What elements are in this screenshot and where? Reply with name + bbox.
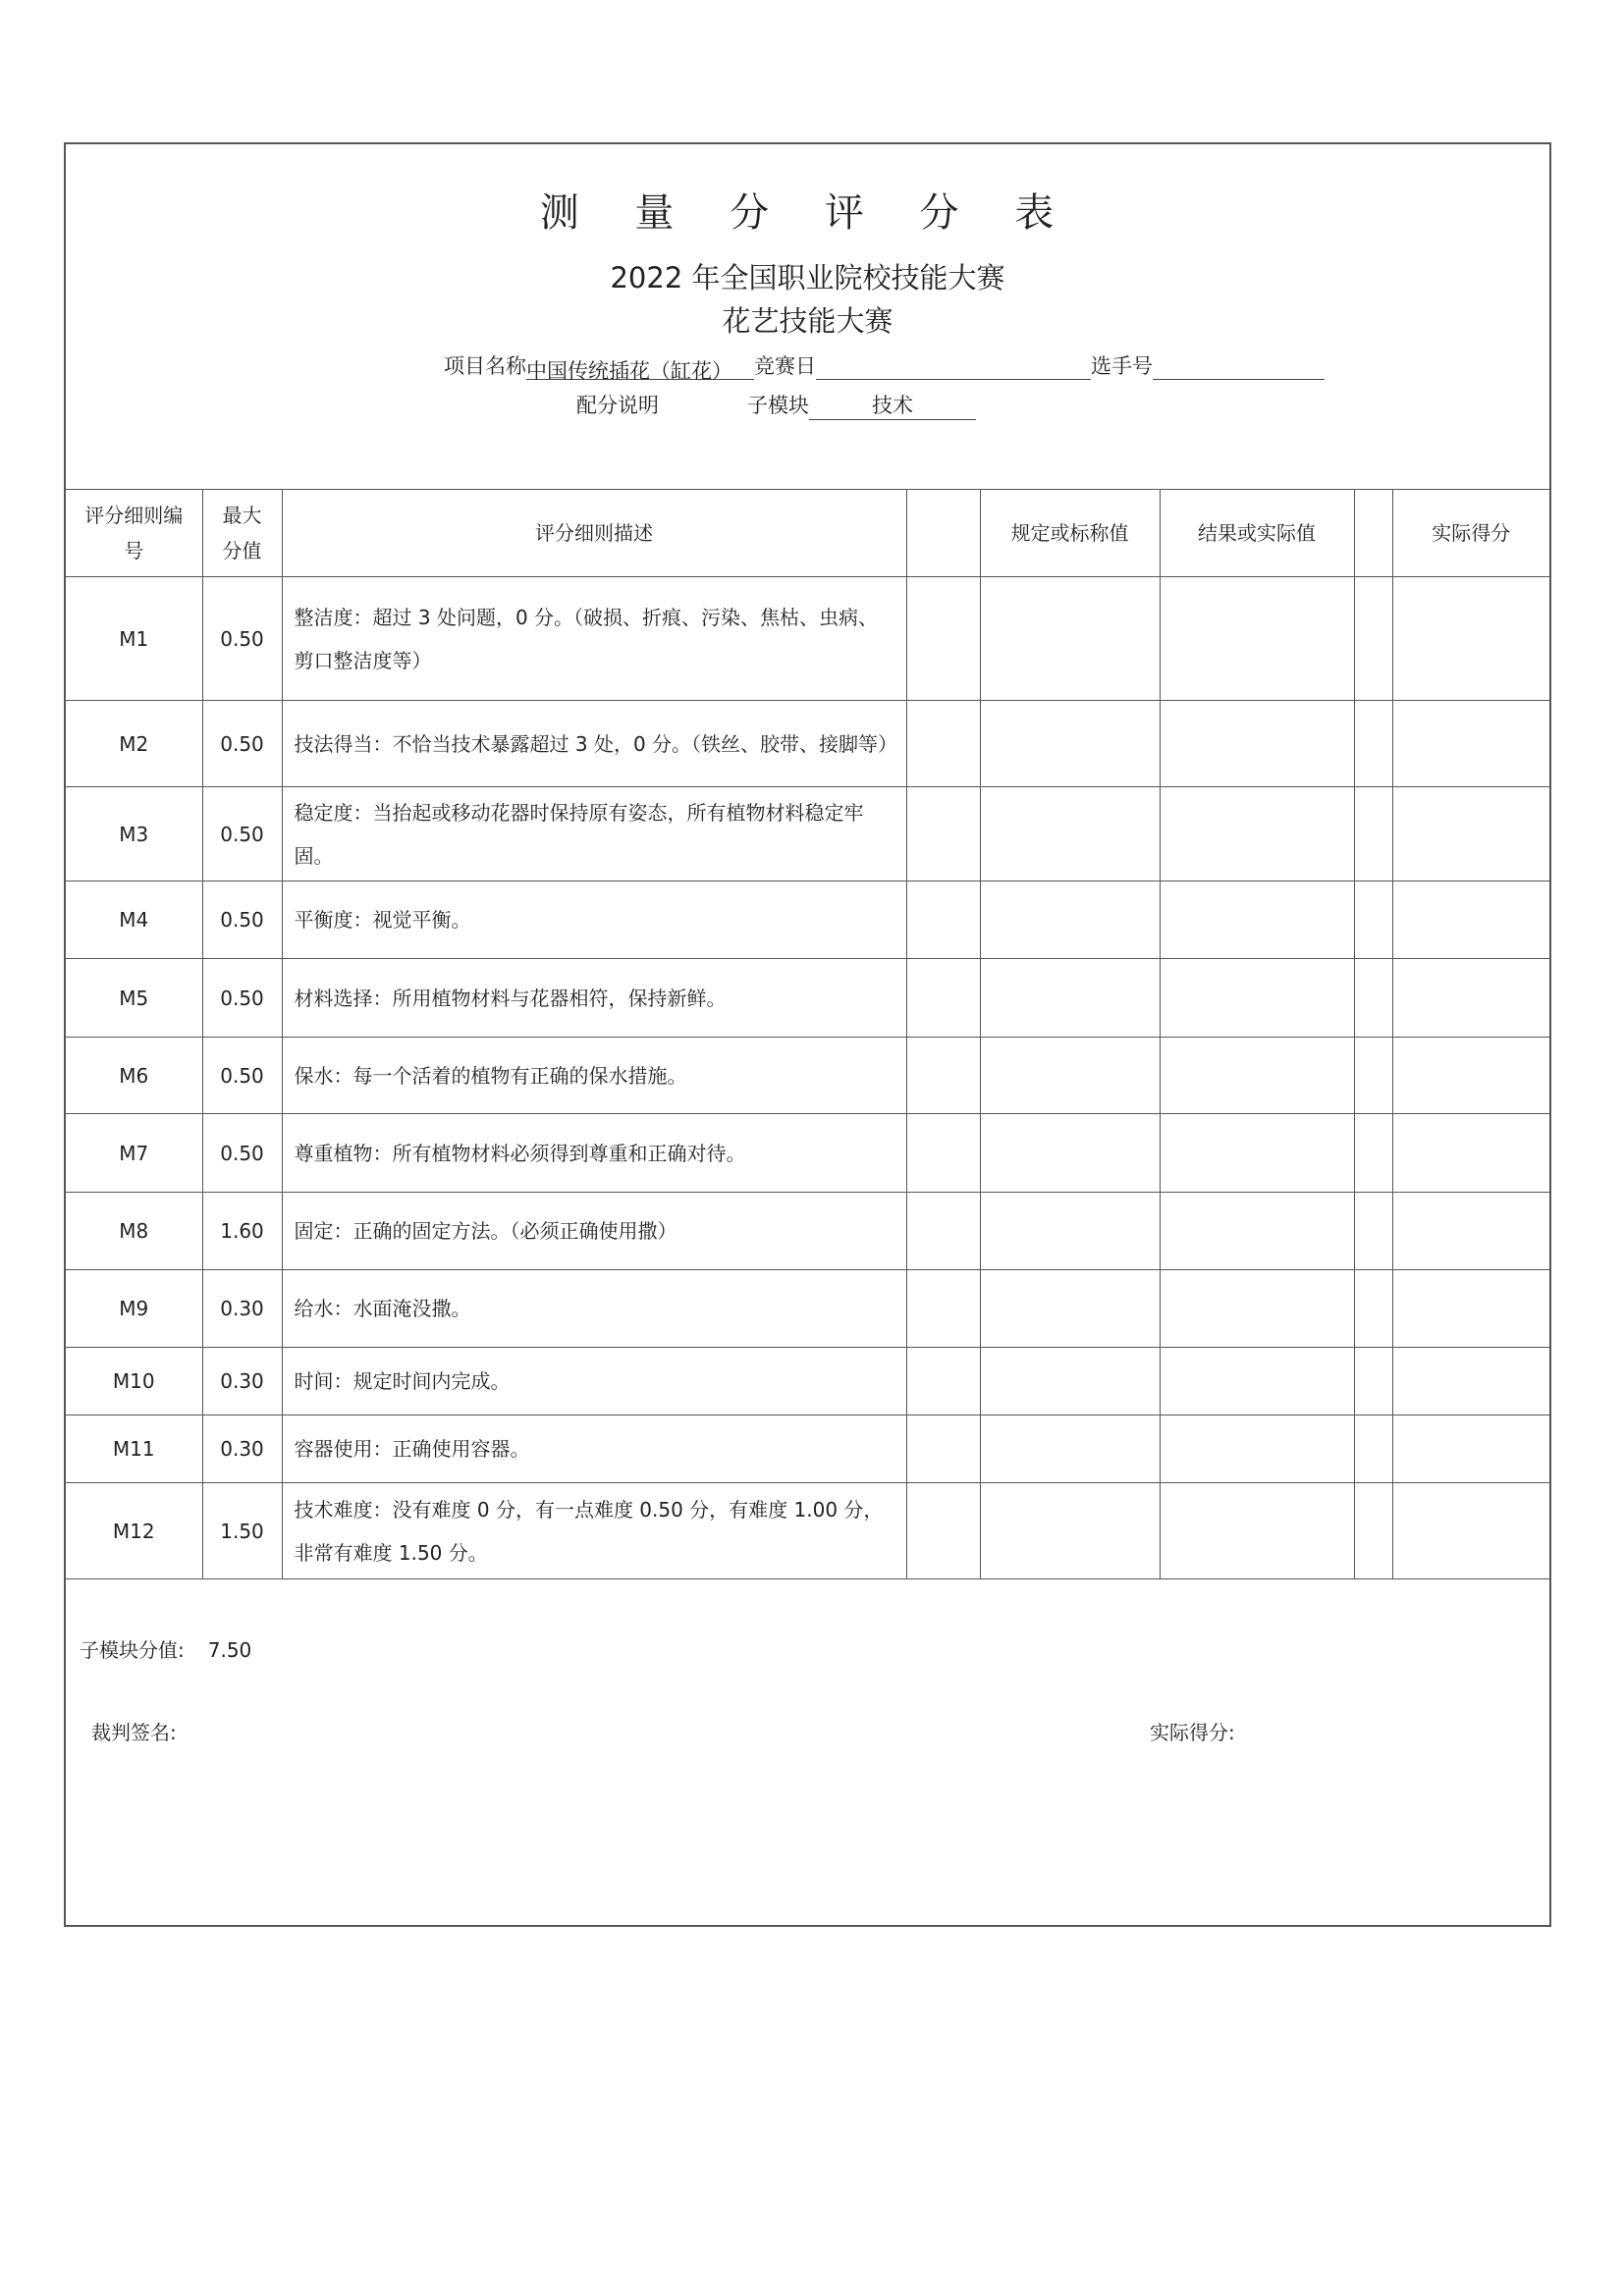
row-id: M9 (66, 1270, 202, 1348)
row-nominal[interactable] (980, 1038, 1160, 1114)
row-actual[interactable] (1160, 577, 1354, 701)
row-id: M8 (66, 1193, 202, 1270)
table-row (66, 1415, 1549, 1483)
row-blank-2[interactable] (1354, 1193, 1392, 1270)
row-desc: 整洁度：超过 3 处问题，0 分。（破损、折痕、污染、焦枯、虫病、剪口整洁度等） (282, 577, 906, 701)
player-label: 选手号 (1091, 354, 1153, 378)
row-desc: 保水：每一个活着的植物有正确的保水措施。 (282, 1038, 906, 1114)
row-nominal[interactable] (980, 787, 1160, 881)
table-row (66, 1193, 1549, 1270)
row-desc: 尊重植物：所有植物材料必须得到尊重和正确对待。 (282, 1114, 906, 1193)
header-nominal: 规定或标称值 (980, 490, 1160, 577)
row-nominal[interactable] (980, 1193, 1160, 1270)
row-max: 0.50 (202, 959, 282, 1038)
row-score[interactable] (1392, 1348, 1549, 1415)
row-id: M2 (66, 701, 202, 787)
header-blank-2 (1354, 490, 1392, 577)
table-row (66, 1270, 1549, 1348)
module-score-line (80, 1634, 251, 1663)
sheet-title: 测 量 分 评 分 表 (539, 190, 1076, 236)
competition-name: 2022 年全国职业院校技能大赛 (610, 261, 1005, 294)
row-actual[interactable] (1160, 1415, 1354, 1483)
table-row (66, 1038, 1549, 1114)
table-header-row (66, 490, 1549, 577)
row-score[interactable] (1392, 1270, 1549, 1348)
row-desc: 稳定度：当抬起或移动花器时保持原有姿态，所有植物材料稳定牢固。 (282, 787, 906, 881)
table-row (66, 881, 1549, 959)
table-row (66, 577, 1549, 701)
table-row (66, 1114, 1549, 1193)
date-field[interactable] (816, 355, 1091, 380)
row-desc: 给水：水面淹没撒。 (282, 1270, 906, 1348)
row-blank-1[interactable] (906, 1114, 980, 1193)
row-actual[interactable] (1160, 1348, 1354, 1415)
row-desc: 技法得当：不恰当技术暴露超过 3 处，0 分。（铁丝、胶带、接脚等） (282, 701, 906, 787)
row-actual[interactable] (1160, 701, 1354, 787)
row-blank-2[interactable] (1354, 1415, 1392, 1483)
row-nominal[interactable] (980, 881, 1160, 959)
row-nominal[interactable] (980, 1415, 1160, 1483)
row-max: 0.30 (202, 1415, 282, 1483)
row-max: 0.30 (202, 1270, 282, 1348)
module-value[interactable]: 技术 (809, 390, 976, 420)
row-blank-1[interactable] (906, 577, 980, 701)
module-score-label: 子模块分值: (80, 1638, 185, 1662)
row-blank-2[interactable] (1354, 1270, 1392, 1348)
row-desc: 固定：正确的固定方法。（必须正确使用撒） (282, 1193, 906, 1270)
row-blank-2[interactable] (1354, 701, 1392, 787)
row-score[interactable] (1392, 577, 1549, 701)
row-max: 0.50 (202, 1038, 282, 1114)
row-score[interactable] (1392, 701, 1549, 787)
row-id: M10 (66, 1348, 202, 1415)
header-desc: 评分细则描述 (282, 490, 906, 577)
header-actual: 结果或实际值 (1160, 490, 1354, 577)
scoring-info-line (576, 390, 976, 420)
row-blank-1[interactable] (906, 1270, 980, 1348)
row-actual[interactable] (1160, 881, 1354, 959)
header-blank-1 (906, 490, 980, 577)
row-score[interactable] (1392, 881, 1549, 959)
row-nominal[interactable] (980, 959, 1160, 1038)
row-desc: 时间：规定时间内完成。 (282, 1348, 906, 1415)
row-actual[interactable] (1160, 1038, 1354, 1114)
row-actual[interactable] (1160, 1483, 1354, 1579)
row-blank-1[interactable] (906, 701, 980, 787)
row-score[interactable] (1392, 1038, 1549, 1114)
row-score[interactable] (1392, 787, 1549, 881)
row-id: M12 (66, 1483, 202, 1579)
date-label: 竞赛日 (754, 354, 816, 378)
row-max: 1.60 (202, 1193, 282, 1270)
row-blank-1[interactable] (906, 959, 980, 1038)
row-blank-2[interactable] (1354, 881, 1392, 959)
row-blank-1[interactable] (906, 1193, 980, 1270)
row-nominal[interactable] (980, 1270, 1160, 1348)
row-blank-1[interactable] (906, 881, 980, 959)
row-blank-1[interactable] (906, 1483, 980, 1579)
sheet-header (66, 144, 1549, 490)
row-blank-2[interactable] (1354, 1483, 1392, 1579)
module-score-value: 7.50 (207, 1638, 252, 1662)
row-blank-2[interactable] (1354, 577, 1392, 701)
row-max: 0.50 (202, 881, 282, 959)
project-value[interactable]: 中国传统插花（缸花） (526, 355, 754, 380)
scoring-label: 配分说明 (576, 394, 659, 417)
row-actual[interactable] (1160, 1114, 1354, 1193)
row-max: 1.50 (202, 1483, 282, 1579)
scoring-table (66, 489, 1549, 1579)
header-max: 最大分值 (202, 490, 282, 577)
row-max: 0.50 (202, 787, 282, 881)
project-label: 项目名称 (444, 354, 526, 378)
row-blank-1[interactable] (906, 787, 980, 881)
row-score[interactable] (1392, 1193, 1549, 1270)
row-blank-2[interactable] (1354, 959, 1392, 1038)
actual-score-label: 实际得分: (1150, 1721, 1235, 1744)
row-id: M3 (66, 787, 202, 881)
project-info-line (444, 350, 1325, 383)
row-desc: 平衡度：视觉平衡。 (282, 881, 906, 959)
row-desc: 材料选择：所用植物材料与花器相符，保持新鲜。 (282, 959, 906, 1038)
row-blank-1[interactable] (906, 1348, 980, 1415)
row-id: M7 (66, 1114, 202, 1193)
row-score[interactable] (1392, 1415, 1549, 1483)
row-id: M11 (66, 1415, 202, 1483)
row-nominal[interactable] (980, 1114, 1160, 1193)
row-score[interactable] (1392, 1483, 1549, 1579)
row-actual[interactable] (1160, 1270, 1354, 1348)
table-row (66, 959, 1549, 1038)
row-id: M1 (66, 577, 202, 701)
row-id: M4 (66, 881, 202, 959)
row-blank-1[interactable] (906, 1415, 980, 1483)
row-score[interactable] (1392, 1114, 1549, 1193)
row-blank-2[interactable] (1354, 1348, 1392, 1415)
row-desc: 技术难度：没有难度 0 分，有一点难度 0.50 分，有难度 1.00 分，非常有难度 1.50 分。 (282, 1483, 906, 1579)
table-row (66, 1348, 1549, 1415)
row-desc: 容器使用：正确使用容器。 (282, 1415, 906, 1483)
module-label: 子模块 (747, 394, 809, 417)
row-id: M6 (66, 1038, 202, 1114)
row-max: 0.50 (202, 1114, 282, 1193)
row-nominal[interactable] (980, 577, 1160, 701)
row-max: 0.30 (202, 1348, 282, 1415)
row-blank-1[interactable] (906, 1038, 980, 1114)
table-row (66, 701, 1549, 787)
row-actual[interactable] (1160, 787, 1354, 881)
table-row (66, 787, 1549, 881)
row-max: 0.50 (202, 577, 282, 701)
judge-signature-label: 裁判签名: (91, 1721, 177, 1744)
row-nominal[interactable] (980, 1348, 1160, 1415)
row-blank-2[interactable] (1354, 787, 1392, 881)
table-row (66, 1483, 1549, 1579)
row-max: 0.50 (202, 701, 282, 787)
row-score[interactable] (1392, 959, 1549, 1038)
row-actual[interactable] (1160, 1193, 1354, 1270)
player-field[interactable] (1153, 355, 1325, 380)
score-sheet-frame (64, 142, 1551, 1927)
header-id: 评分细则编号 (66, 490, 202, 577)
row-actual[interactable] (1160, 959, 1354, 1038)
row-blank-2[interactable] (1354, 1114, 1392, 1193)
row-nominal[interactable] (980, 701, 1160, 787)
header-score: 实际得分 (1392, 490, 1549, 577)
row-blank-2[interactable] (1354, 1038, 1392, 1114)
row-id: M5 (66, 959, 202, 1038)
row-nominal[interactable] (980, 1483, 1160, 1579)
competition-subname: 花艺技能大赛 (722, 304, 893, 338)
